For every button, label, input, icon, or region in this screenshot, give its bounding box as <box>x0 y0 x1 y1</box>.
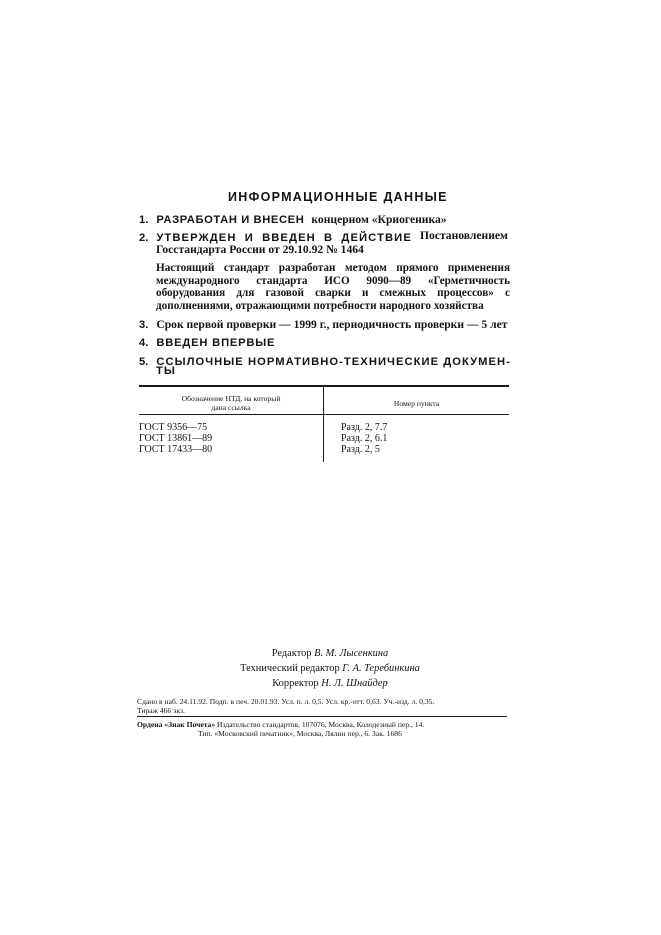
table-row <box>139 422 207 433</box>
table-row <box>139 444 212 455</box>
table-cell-clause: Разд. 2, 6.1 <box>341 433 388 444</box>
item-heading: ССЫЛОЧНЫЕ НОРМАТИВНО-ТЕХНИЧЕСКИЕ ДОКУМЕН- <box>156 356 511 368</box>
item-number: 5. <box>139 356 149 368</box>
imprint-rule <box>137 716 507 717</box>
imprint-line-3: Ордена «Знак Почета» Издательство стандартов, 107076, Москва, Колодезный пер., 14. <box>137 720 425 729</box>
editor-line: Редактор В. М. Лысенкина <box>271 648 389 659</box>
item-2-text-line2: Госстандарта России от 29.10.92 № 1464 <box>156 243 364 256</box>
credits-block <box>180 646 480 691</box>
item-text: концерном «Криогеника» <box>311 213 447 226</box>
item-5-heading-line2: ТЫ <box>156 365 176 377</box>
item-number: 2. <box>139 232 149 244</box>
item-heading: УТВЕРЖДЕН И ВВЕДЕН В ДЕЙСТВИЕ <box>156 232 412 244</box>
item-number: 4. <box>139 337 149 349</box>
section-title: ИНФОРМАЦИОННЫЕ ДАННЫЕ <box>228 190 448 204</box>
item-heading: ВВЕДЕН ВПЕРВЫЕ <box>156 337 276 349</box>
item-5 <box>139 352 511 370</box>
standard-description: Настоящий стандарт разработан методом прямого применения международного стандарта ИСО 9090—89 «Герметичность оборудования для газовой сварки и смежных процессов» с дополнениями, отражающими потребности народного хозяйства <box>156 262 510 312</box>
table-row <box>341 433 387 444</box>
table-cell-clause: Разд. 2, 5 <box>341 444 380 455</box>
proofreader-line: Корректор Н. Л. Шнайдер <box>272 678 388 689</box>
item-text: Срок первой проверки — 1999 г., периодичность проверки — 5 лет <box>156 318 508 331</box>
table-row <box>341 444 380 455</box>
table-row <box>139 433 212 444</box>
table-header-rule <box>139 414 509 415</box>
imprint-line-1: Сдано в наб. 24.11.92. Подп. в печ. 20.01.93. Усл. п. л. 0,5. Усл. кр.-отт. 0,63. Уч.-изд. л. 0,35. <box>137 697 435 706</box>
table-top-rule <box>139 385 509 387</box>
imprint-line-4: Тип. «Московский печатник», Москва, Лялин пер., 6. Зак. 1686 <box>198 729 402 738</box>
table-cell-document: ГОСТ 17433—80 <box>139 444 213 455</box>
item-3 <box>139 315 507 333</box>
item-number: 3. <box>139 319 149 331</box>
table-cell-document: ГОСТ 9356—75 <box>139 422 208 433</box>
item-heading: РАЗРАБОТАН И ВНЕСЕН <box>156 214 305 226</box>
table-header-document: Обозначение НТД, на который дана ссылка <box>181 394 281 412</box>
item-2-text-right: Постановлением <box>420 229 508 242</box>
table-cell-clause: Разд. 2, 7.7 <box>341 422 388 433</box>
table-cell-document: ГОСТ 13861—89 <box>139 433 213 444</box>
table-header-clause: Номер пункта <box>393 399 440 408</box>
item-1 <box>139 210 447 228</box>
item-4 <box>139 333 275 351</box>
table-row <box>341 422 387 433</box>
item-number: 1. <box>139 214 149 226</box>
imprint-line-2: Тираж 466 экз. <box>137 706 185 715</box>
tech-editor-line: Технический редактор Г. А. Теребинкина <box>240 663 420 674</box>
